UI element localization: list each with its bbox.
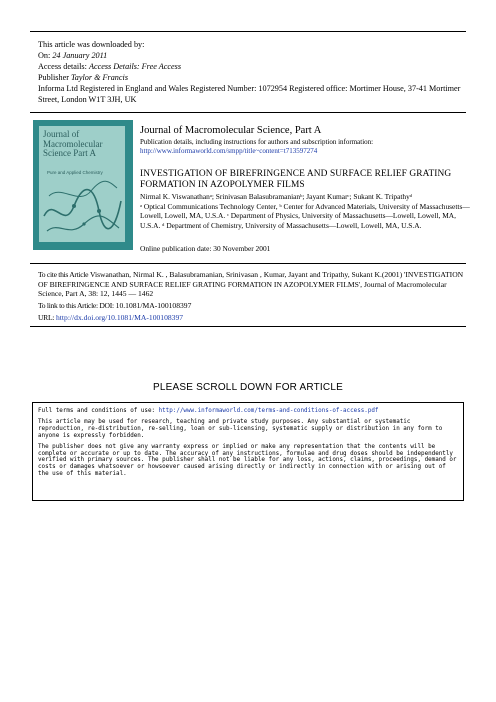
article-authors — [140, 192, 470, 230]
journal-details: Publication details, including instructions for authors and subscription information: — [140, 138, 374, 146]
cover-title: Journal of Macromolecular Science Part A — [43, 129, 103, 158]
article-title: INVESTIGATION OF BIREFRINGENCE AND SURFACE RELIEF GRATING FORMATION IN AZOPOLYMER FILMS — [140, 169, 452, 190]
download-info — [38, 39, 462, 105]
cover-panel — [39, 126, 125, 242]
cover-molecule-graphic — [39, 176, 125, 242]
download-date: On: 24 January 2011 — [38, 51, 108, 60]
middle-separator — [30, 112, 466, 113]
access-details: Access details: Access Details: Free Access — [38, 62, 182, 71]
download-line: This article was downloaded by: — [38, 40, 145, 49]
bottom-separator — [30, 326, 466, 327]
journal-url-link[interactable]: http://www.informaworld.com/smpp/title~content=t713597274 — [140, 146, 318, 155]
author-list: Nirmal K. Viswanathanᵃ; Srinivasan Balasubramanianᵇ; Jayant Kumarᶜ; Sukant K. Tripathyᵈ — [140, 192, 413, 201]
terms-full-line: Full terms and conditions of use: http://www.informaworld.com/terms-and-conditions-of-access.pdf — [38, 408, 379, 414]
article-url-link[interactable]: http://dx.doi.org/10.1081/MA-100108397 — [54, 313, 184, 323]
doi-value: 10.1081/MA-100108397 — [113, 301, 192, 311]
top-separator — [30, 31, 466, 32]
article-info — [140, 125, 470, 253]
registration-info: Informa Ltd Registered in England and Wales Registered Number: 1072954 Registered office: Mortimer House, 37-41 Mortimer Street, London W1T 3JH, UK — [38, 84, 461, 104]
lower-separator — [30, 263, 466, 264]
terms-paragraph-disclaimer: The publisher does not give any warranty express or implied or make any representation that the contents will be complete or accurate or up to date. The accuracy of any instructions, formulae and drug doses should be independently verified with primary sources. The publisher shall not be liable for any loss, actions, claims, proceedings, demand or costs or damages whatsoever or howsoever caused arising directly or indirectly in connection with or arising out of the use of this material. — [38, 443, 457, 478]
terms-box — [32, 402, 464, 501]
terms-paragraph-use: This article may be used for research, teaching and private study purposes. Any substantial or systematic reproduction, re-distribution, re-selling, loan or sub-licensing, systematic supply or distribution in any form to anyone is expressly forbidden. — [38, 418, 443, 439]
publication-date: Online publication date: 30 November 2001 — [140, 244, 271, 254]
publisher: Publisher Taylor & Francis — [38, 73, 128, 82]
citation-label: To cite this Article — [38, 270, 89, 279]
scroll-down-notice: PLEASE SCROLL DOWN FOR ARTICLE — [153, 382, 343, 393]
doi-label: To link to this Article: DOI: — [38, 301, 114, 311]
citation-text: Viswanathan, Nirmal K. , Balasubramanian, Srinivasan , Kumar, Jayant and Tripathy, Sukant K.(2001) 'INVESTIGATION OF BIREFRINGENCE AND SURFACE RELIEF GRATING FORMATION IN AZOPOLYMER FILMS', Journal of Macromolecular Science, Part A, 38: 12, 1445 — 1462 — [38, 270, 464, 299]
author-affiliations: ᵃ Optical Communications Technology Center, ᵇ Center for Advanced Materials, University of Massachusetts—Lowell, Lowell, MA, U.S.A. ᶜ Department of Physics, University of Massachusetts—Lowell, Lowell, MA, U.S.A. ᵈ Department of Chemistry, University of Massachusetts—Lowell, Lowell, MA, U.S.A. — [140, 201, 470, 230]
citation-block — [38, 270, 466, 325]
url-line — [38, 313, 466, 323]
url-label: URL: — [38, 313, 55, 323]
citation — [38, 270, 466, 299]
terms-url-link[interactable]: http://www.informaworld.com/terms-and-conditions-of-access.pdf — [158, 408, 379, 414]
journal-title: Journal of Macromolecular Science, Part A — [140, 125, 322, 136]
doi-line — [38, 301, 466, 311]
cover-subtitle: Pure and Applied Chemistry — [47, 170, 103, 175]
journal-cover-image — [33, 120, 133, 250]
